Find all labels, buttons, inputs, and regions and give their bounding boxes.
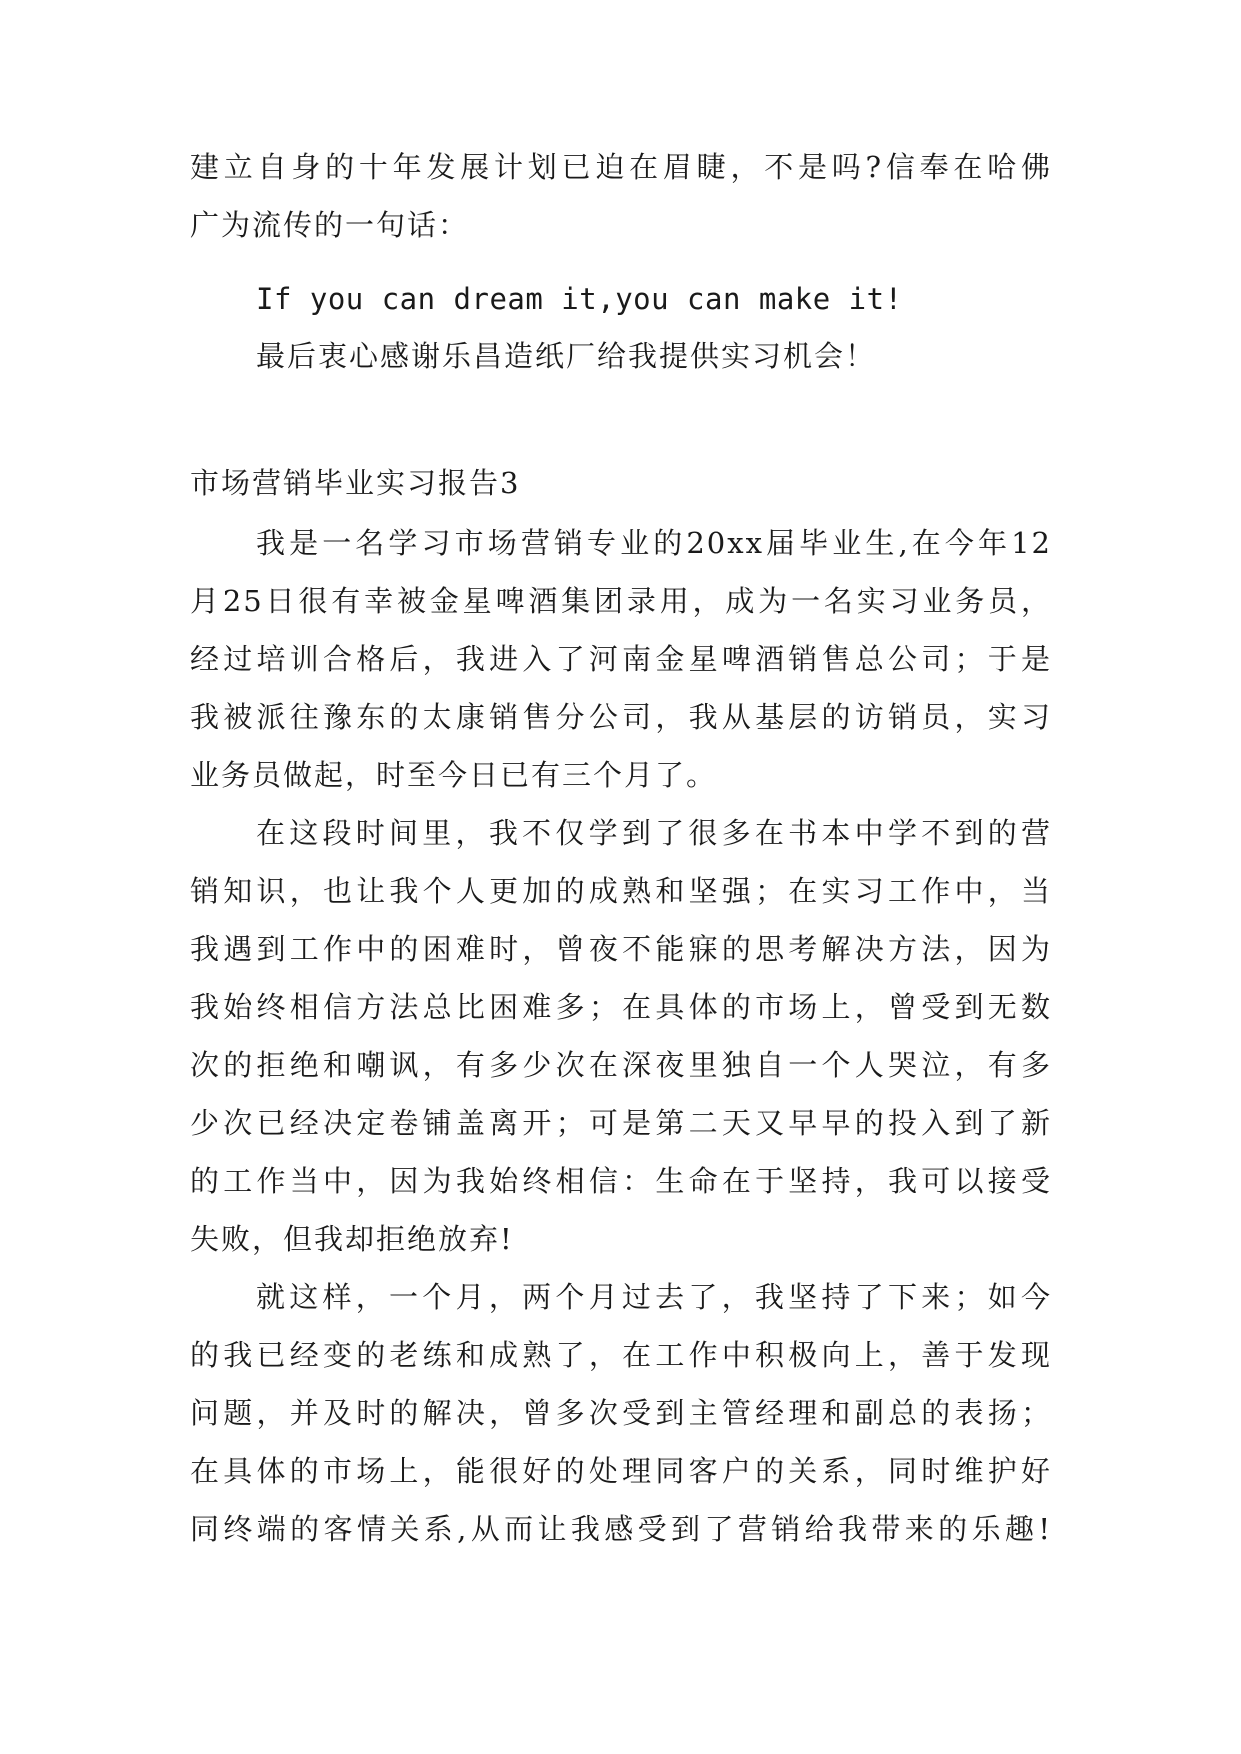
paragraph-line: 的我已经变的老练和成熟了，在工作中积极向上，善于发现 — [190, 1338, 1052, 1372]
paragraph-line: 最后衷心感谢乐昌造纸厂给我提供实习机会！ — [256, 339, 877, 373]
paragraph-line: 我是一名学习市场营销专业的20xx届毕业生,在今年12 — [256, 526, 1052, 560]
paragraph-line: 经过培训合格后，我进入了河南金星啤酒销售总公司；于是 — [190, 642, 1052, 676]
paragraph-line: 建立自身的十年发展计划已迫在眉睫，不是吗?信奉在哈佛 — [190, 150, 1052, 184]
paragraph-line: 销知识，也让我个人更加的成熟和坚强；在实习工作中，当 — [190, 874, 1052, 908]
quote-line: If you can dream it,you can make it! — [256, 282, 903, 316]
paragraph-line: 少次已经决定卷铺盖离开；可是第二天又早早的投入到了新 — [190, 1106, 1052, 1140]
paragraph-line: 我被派往豫东的太康销售分公司，我从基层的访销员，实习 — [190, 700, 1052, 734]
paragraph-line: 失败，但我却拒绝放弃! — [190, 1222, 514, 1256]
paragraph-line: 业务员做起，时至今日已有三个月了。 — [190, 758, 718, 792]
paragraph-line: 我始终相信方法总比困难多；在具体的市场上，曾受到无数 — [190, 990, 1052, 1024]
paragraph-line: 广为流传的一句话： — [190, 208, 470, 242]
section-title: 市场营销毕业实习报告3 — [190, 466, 521, 500]
paragraph-line: 的工作当中，因为我始终相信：生命在于坚持，我可以接受 — [190, 1164, 1052, 1198]
paragraph-line: 问题，并及时的解决，曾多次受到主管经理和副总的表扬； — [190, 1396, 1052, 1430]
paragraph-line: 就这样，一个月，两个月过去了，我坚持了下来；如今 — [256, 1280, 1052, 1314]
paragraph-line: 次的拒绝和嘲讽，有多少次在深夜里独自一个人哭泣，有多 — [190, 1048, 1052, 1082]
paragraph-line: 在这段时间里，我不仅学到了很多在书本中学不到的营 — [256, 816, 1052, 850]
paragraph-line: 月25日很有幸被金星啤酒集团录用，成为一名实习业务员， — [190, 584, 1052, 618]
paragraph-line: 我遇到工作中的困难时，曾夜不能寐的思考解决方法，因为 — [190, 932, 1052, 966]
paragraph-line: 在具体的市场上，能很好的处理同客户的关系，同时维护好 — [190, 1454, 1052, 1488]
paragraph-line: 同终端的客情关系,从而让我感受到了营销给我带来的乐趣! — [190, 1512, 1052, 1546]
